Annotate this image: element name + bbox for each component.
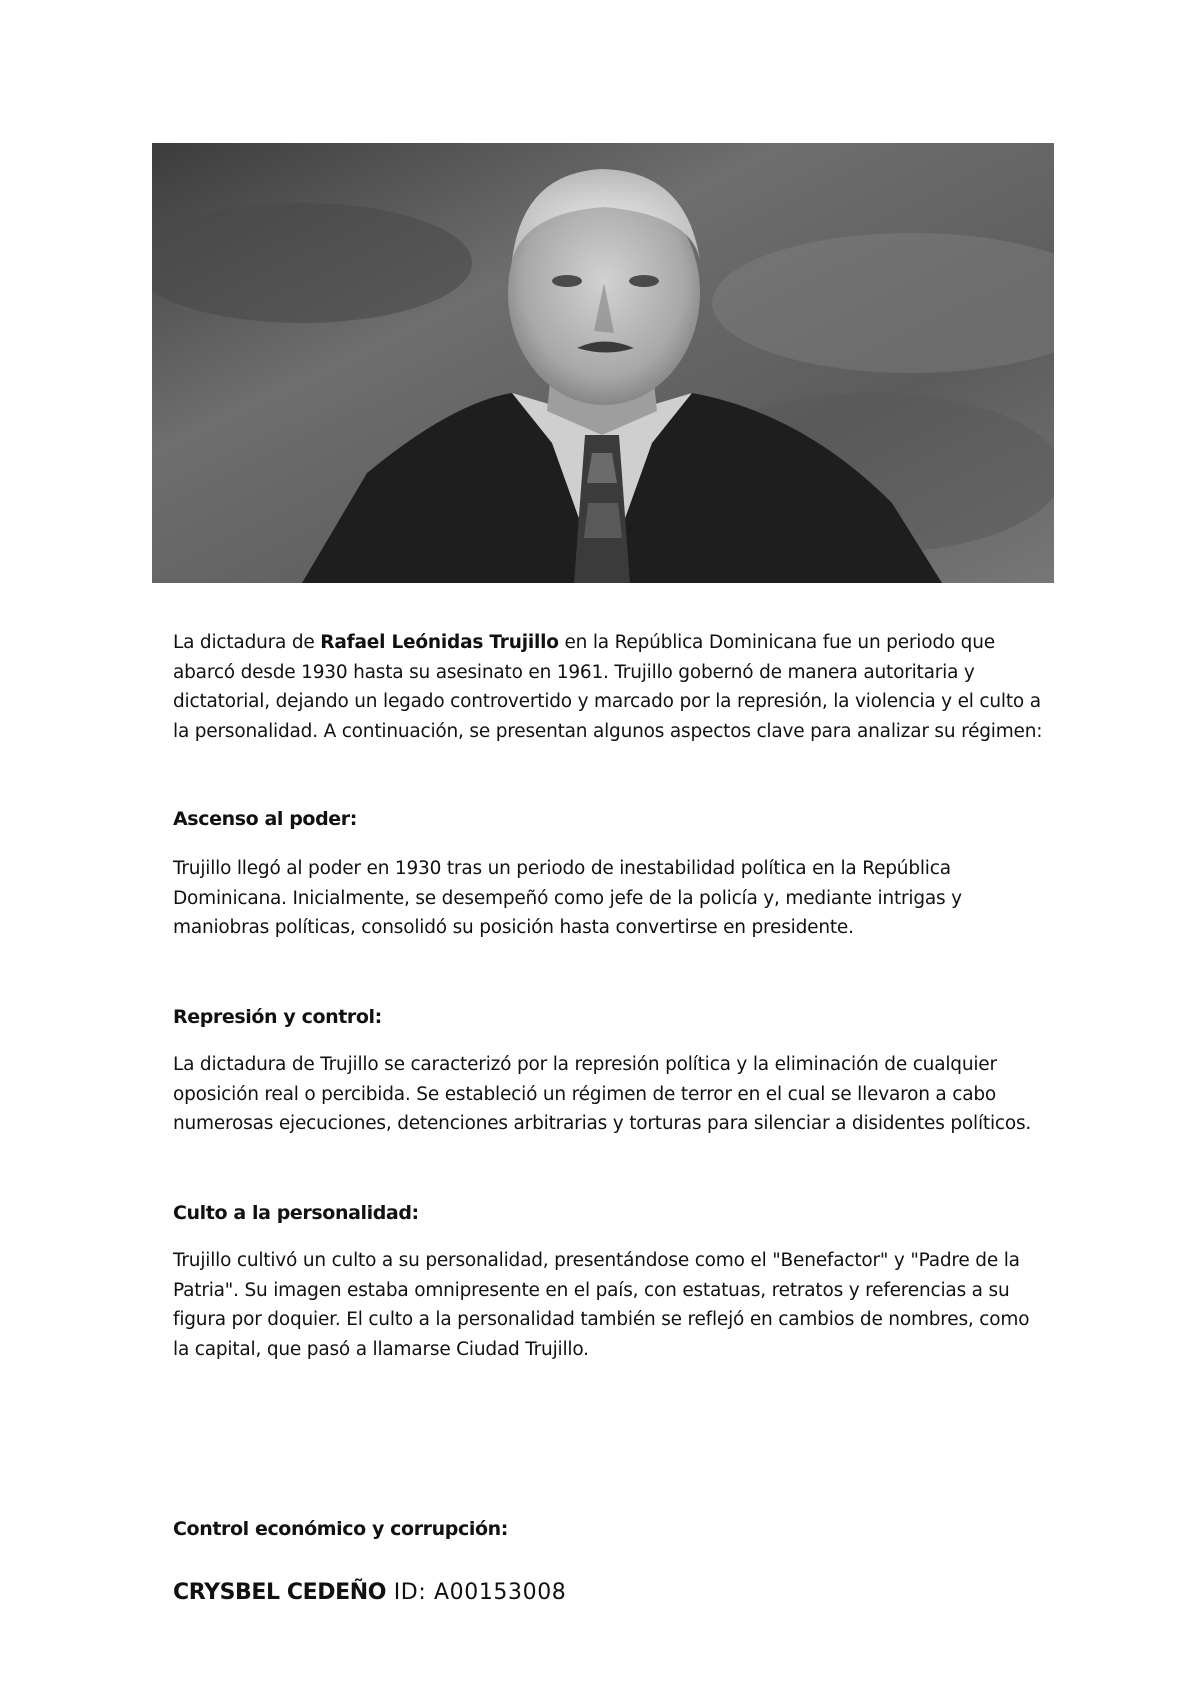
section-body-ascenso-text: Trujillo llegó al poder en 1930 tras un periodo de inestabilidad política en la República Dominicana. Inicialmente, se desempeñó como jefe de la policía y, mediante intrigas y maniobras políticas, consolidó su posición hasta convertirse en presidente. (173, 858, 962, 938)
section-body-culto (173, 1246, 1043, 1364)
section-heading-represion: Represión y control: (173, 1006, 382, 1028)
section-heading-control-economico: Control económico y corrupción: (173, 1518, 508, 1540)
author-footer (173, 1580, 566, 1605)
portrait-photo (152, 143, 1054, 583)
portrait-image (152, 143, 1054, 583)
intro-text-before: La dictadura de (173, 632, 321, 653)
section-body-represion-text: La dictadura de Trujillo se caracterizó por la represión política y la eliminación de cualquier oposición real o percibida. Se estableció un régimen de terror en el cual se llevaron a cabo numerosas ejecuciones, detenciones arbitrarias y torturas para silenciar a disidentes políticos. (173, 1054, 1032, 1134)
section-body-represion (173, 1050, 1043, 1139)
section-heading-ascenso: Ascenso al poder: (173, 808, 357, 830)
section-body-culto-text: Trujillo cultivó un culto a su personalidad, presentándose como el "Benefactor" y "Padre de la Patria". Su imagen estaba omnipresente en el país, con estatuas, retratos y referencias a su figura por doquier. El culto a la personalidad también se reflejó en cambios de nombres, como la capital, que pasó a llamarse Ciudad Trujillo. (173, 1250, 1030, 1360)
section-body-ascenso (173, 854, 1043, 943)
intro-bold-name: Rafael Leónidas Trujillo (320, 632, 559, 653)
author-id-label: ID: (393, 1580, 427, 1605)
intro-text-after: en la República Dominicana fue un periodo que abarcó desde 1930 hasta su asesinato en 1961. Trujillo gobernó de manera autoritaria y dictatorial, dejando un legado controvertido y marcado por la represión, la violencia y el culto a la personalidad. A continuación, se presentan algunos aspectos clave para analizar su régimen: (173, 632, 1043, 742)
author-name: CRYSBEL CEDEÑO (173, 1580, 387, 1605)
intro-paragraph (173, 628, 1043, 746)
author-id-value: A00153008 (433, 1580, 567, 1605)
section-heading-culto: Culto a la personalidad: (173, 1202, 419, 1224)
